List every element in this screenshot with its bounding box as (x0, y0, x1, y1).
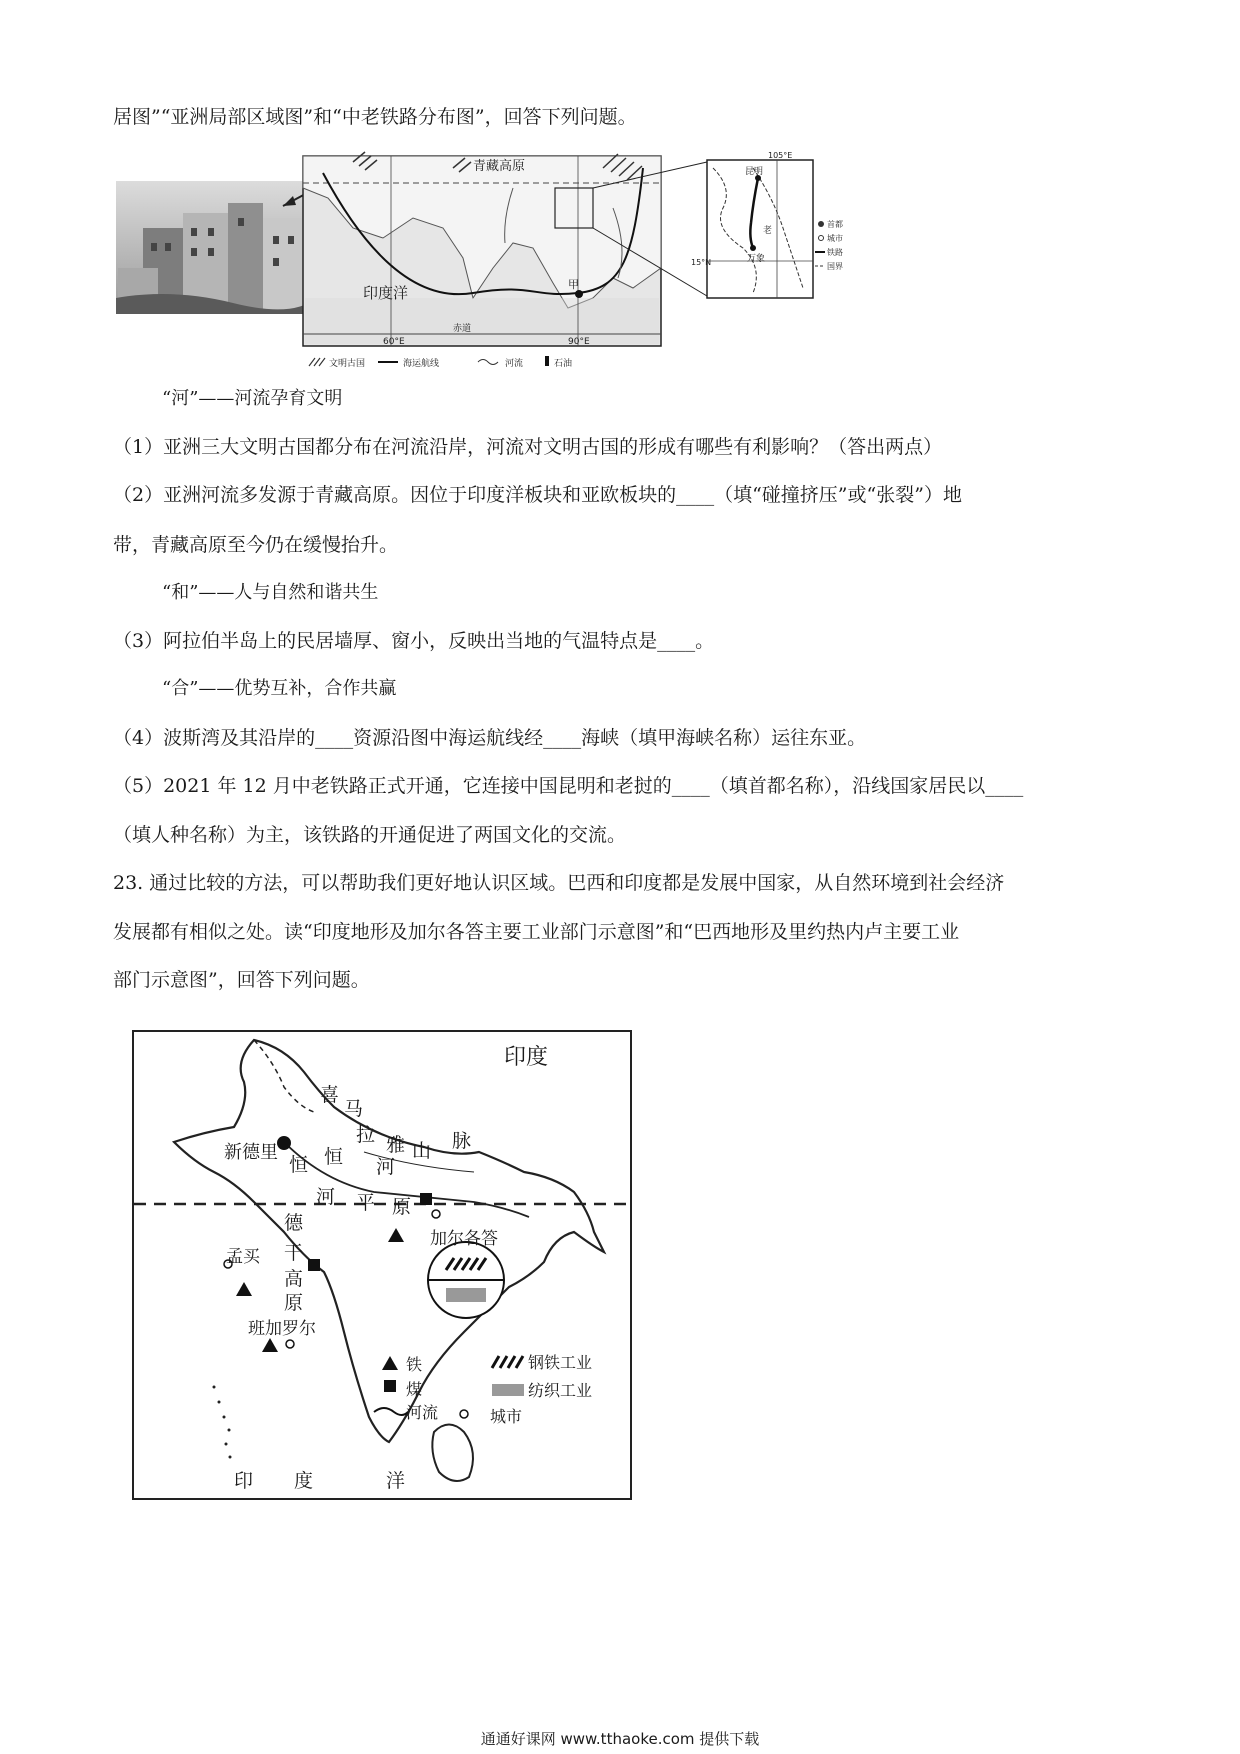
legend-city: 城市 (490, 1407, 523, 1426)
figure-asia-svg (113, 148, 933, 370)
label-indian-ocean: 印度洋 (363, 284, 409, 302)
label-ya: 雅 (386, 1134, 406, 1156)
footer-source: 通通好课网 www.tthaoke.com 提供下载 (480, 1730, 760, 1748)
inset-legend-city: 城市 (827, 234, 843, 243)
asia-map-legend (309, 356, 572, 369)
question-3: （3）阿拉伯半岛上的民居墙厚、窗小，反映出当地的气温特点是____。 (113, 630, 715, 652)
label-he2: 河 (316, 1186, 336, 1208)
label-he1: 河 (376, 1156, 396, 1178)
inset-legend-railway: 铁路 (827, 248, 843, 257)
label-new-delhi: 新德里 (224, 1142, 278, 1163)
dwelling-photo (116, 181, 316, 314)
label-gao: 高 (284, 1268, 304, 1290)
kolkata-marker (432, 1210, 440, 1218)
label-xi: 喜 (320, 1084, 340, 1106)
legend-river: 河流 (505, 359, 524, 369)
label-ocean2: 度 (294, 1470, 314, 1492)
question-1: （1）亚洲三大文明古国都分布在河流沿岸，河流对文明古国的形成有哪些有利影响？（答出两点） (113, 436, 943, 458)
question-2-line1: （2）亚洲河流多发源于青藏高原。因位于印度洋板块和亚欧板块的____（填“碰撞挤压”或“张裂”）地 (113, 484, 962, 506)
inset-kunming: 昆明 (745, 167, 764, 177)
label-la: 拉 (356, 1124, 376, 1146)
legend-river: 河流 (406, 1403, 439, 1422)
label-bangalore: 班加罗尔 (248, 1319, 316, 1339)
intro-text: 居图”“亚洲局部区域图”和“中老铁路分布图”，回答下列问题。 (113, 106, 637, 128)
label-60e: 60°E (383, 337, 405, 347)
inset-laos: 老 (763, 226, 773, 236)
label-de: 德 (284, 1212, 304, 1234)
iron-marker (236, 1282, 252, 1296)
asia-map (303, 152, 661, 347)
coal-marker (420, 1193, 432, 1205)
coal-marker (308, 1259, 320, 1271)
iron-marker (388, 1228, 404, 1242)
label-shan: 山 (412, 1140, 432, 1162)
inset-legend-border: 国界 (827, 262, 843, 271)
section-harmony: “和”——人与自然和谐共生 (162, 582, 379, 603)
sri-lanka (432, 1425, 473, 1482)
legend-coal: 煤 (406, 1380, 423, 1399)
label-ocean1: 印 (234, 1470, 254, 1492)
label-90e: 90°E (568, 337, 590, 347)
bangalore-marker (286, 1340, 294, 1348)
question-5-line2: （填人种名称）为主，该铁路的开通促进了两国文化的交流。 (113, 824, 627, 846)
question-2-line2: 带，青藏高原至今仍在缓慢抬升。 (113, 534, 399, 556)
china-laos-railway-inset (691, 151, 843, 298)
label-ma: 马 (344, 1098, 364, 1120)
label-plateau: 青藏高原 (473, 159, 526, 174)
legend-sea-route: 海运航线 (403, 359, 440, 369)
label-ocean3: 洋 (386, 1470, 406, 1492)
label-mai: 脉 (452, 1130, 472, 1152)
label-ping: 平 (356, 1192, 376, 1214)
question-4: （4）波斯湾及其沿岸的____资源沿图中海运航线经____海峡（填甲海峡名称）运往东亚。 (113, 727, 867, 749)
label-heng2: 恒 (324, 1146, 344, 1168)
figure-asia (113, 148, 933, 370)
question-23-line2: 发展都有相似之处。读“印度地形及加尔各答主要工业部门示意图”和“巴西地形及里约热内卢主要工业 (113, 921, 960, 943)
label-kolkata: 加尔各答 (430, 1229, 498, 1249)
new-delhi-marker (277, 1136, 291, 1150)
legend-textile: 纺织工业 (528, 1381, 593, 1400)
legend-oil: 石油 (554, 359, 573, 369)
label-mumbai: 孟买 (226, 1247, 260, 1267)
india-map-svg (134, 1032, 630, 1498)
section-river: “河”——河流孕育文明 (162, 388, 343, 409)
question-23-line3: 部门示意图”，回答下列问题。 (113, 969, 370, 991)
question-23-line1: 23. 通过比较的方法，可以帮助我们更好地认识区域。巴西和印度都是发展中国家，从自然环境到社会经济 (113, 872, 1005, 894)
label-jia: 甲 (568, 278, 579, 291)
iron-marker (262, 1338, 278, 1352)
section-cooperation: “合”——优势互补，合作共赢 (162, 678, 397, 699)
legend-civilization: 文明古国 (329, 359, 366, 369)
inset-15n: 15°N (691, 258, 712, 267)
inset-105e: 105°E (768, 151, 793, 160)
label-gan: 干 (284, 1242, 304, 1264)
question-5-line1: （5）2021 年 12 月中老铁路正式开通，它连接中国昆明和老挝的____（填首都名称），沿线国家居民以____ (113, 775, 1024, 797)
figure-india (132, 1030, 632, 1500)
label-yuan1: 原 (392, 1196, 412, 1218)
inset-legend-capital: 首都 (827, 220, 843, 229)
kolkata-industry-symbol (428, 1242, 504, 1318)
inset-wanxiang: 万象 (747, 254, 766, 264)
label-heng1: 恒 (289, 1154, 309, 1176)
india-title: 印度 (504, 1045, 549, 1070)
label-equator: 赤道 (453, 324, 472, 334)
legend-iron: 铁 (406, 1355, 423, 1374)
label-yuan2: 原 (284, 1292, 304, 1314)
legend-steel: 钢铁工业 (528, 1353, 593, 1372)
